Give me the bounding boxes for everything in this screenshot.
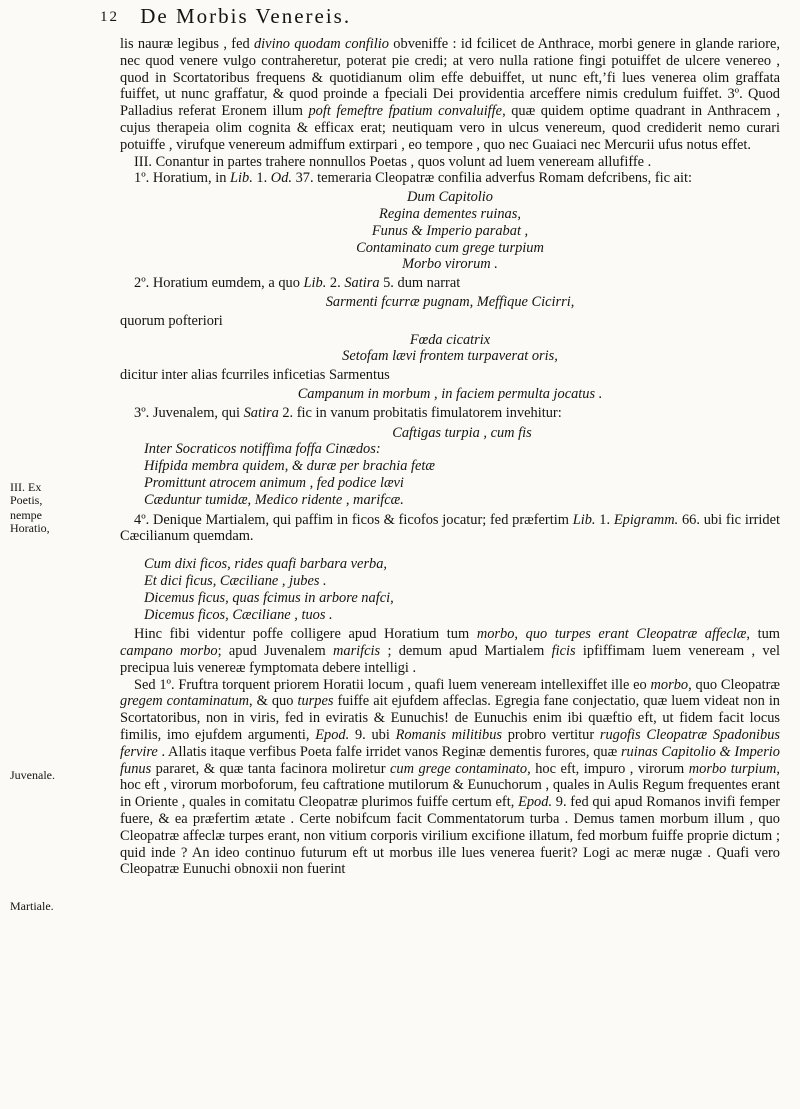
text-run-italic: Epod. (518, 794, 553, 811)
text-run: 66. ubi fic irridet Cæcilianum quemdam. (120, 511, 780, 545)
text-run-italic: Lib. (303, 275, 327, 292)
text-run-italic: ruinas Capitolio & Imperio funus (120, 743, 780, 777)
verse-line: Caftigas turpia , cum fis (392, 424, 532, 441)
text-run: 1. (252, 170, 271, 187)
running-header (100, 4, 740, 29)
verse-martial (144, 556, 780, 623)
margin-note-line: Horatio, (10, 521, 50, 535)
main-text (120, 36, 780, 878)
text-run: , (514, 626, 526, 643)
margin-note-martiale (10, 900, 98, 913)
text-run-italic: Od. (270, 170, 292, 187)
verse-line: Et dici ficus, Cæciliane , jubes . (144, 572, 327, 589)
verse-horace-campanum (120, 386, 780, 403)
text-run-italic: cum grege contaminato (389, 760, 528, 777)
text-run: 2º. Horatium eumdem, a quo (134, 275, 304, 292)
margin-note-line: Juvenale. (10, 768, 55, 782)
text-run: , tum (746, 626, 780, 643)
paragraph-7 (120, 626, 780, 676)
text-run: ; apud Juvenalem (217, 643, 333, 660)
verse-line: Campanum in morbum , in faciem permulta jocatus . (297, 385, 603, 402)
text-run-italic: poft femeftre fpatium convaluiffe (308, 103, 503, 120)
paragraph-4-cont: quorum pofteriori (120, 312, 223, 329)
text-run: 2. (326, 275, 345, 292)
text-run: 9. ubi (349, 727, 396, 744)
text-run: 9. fed qui apud Romanos invifi femper fuere, & ea præfertim ætate . Certe nobifcum facit Commentatorum turba . Demus tamen morbum illum , quo Cleopatræ affeclæ turpes erant, non vitium corporis virilium excifione illatum, fed morbum fuiffe proprie dictum ; quid inde ? An ideo continuo futurum eft ut morbus ille lues venerea fuerit? Logi ac meræ nugæ . Quafi vero Cleopatræ Eunuchi obnoxii non fuerint (120, 794, 780, 878)
text-run-italic: morbo turpium (688, 760, 777, 777)
text-run: 1º. Horatium, in (134, 170, 230, 187)
verse-line: Morbo virorum . (402, 256, 498, 273)
verse-horace-satire (120, 294, 780, 311)
text-run: 5. dum narrat (379, 275, 461, 292)
text-run: . Allatis itaque verfibus Poeta falfe irridet vanos Reginæ dementis furores, quæ (157, 743, 621, 760)
margin-note-line: III. Ex (10, 480, 42, 494)
text-run: ipfiffimam luem veneream , vel precipua luis venereæ fymptomata debere intelligi . (120, 643, 780, 676)
paragraph-2: III. Conantur in partes trahere nonnullos Poetas , quos volunt ad luem veneream allufiffe . (134, 153, 652, 170)
verse-juvenal (144, 425, 780, 509)
verse-line: Promittunt atrocem animum , fed podice lævi (144, 474, 404, 491)
text-run-italic: Lib. (230, 170, 253, 187)
text-run: ; demum apud Martialem (380, 643, 552, 660)
verse-line: Cæduntur tumidæ, Medico ridente , marifcæ. (144, 491, 404, 508)
margin-note-line: nempe (10, 508, 42, 522)
verse-horace-ode (120, 189, 780, 273)
text-run: 1. (595, 511, 614, 528)
text-run: , quæ quidem optime quadrant in Anthracem , cujus therapeia olim cognita & efficax erat; neutiquam vero in ulcus venereum, quod crediderit nemo curari potuiffe , virufque venereum admiffum extirpari , eo tempore , quo nec Guaiaci nec Mercurii ufus notus effet. (120, 103, 780, 153)
verse-line: Funus & Imperio parabat , (371, 222, 529, 239)
text-run-italic: Lib. (572, 511, 596, 528)
text-run: , & quo (249, 693, 298, 710)
text-run-italic: divino quodam confilio (253, 36, 389, 52)
paragraph-1 (120, 36, 780, 154)
text-run-italic: turpes (297, 693, 334, 710)
text-run: lis nauræ legibus , fed (120, 36, 254, 52)
text-run-italic: campano morbo (120, 643, 218, 660)
paragraph-4 (120, 275, 780, 292)
text-run: 4º. Denique Martialem, qui paffim in ficos & ficofos jocatur; fed præfertim (134, 511, 573, 528)
margin-note-line: Martiale. (10, 899, 54, 913)
verse-line: Contaminato cum grege turpium (356, 239, 544, 256)
verse-line: Dicemus ficos, Cæciliane , tuos . (144, 606, 333, 623)
verse-line: Fœda cicatrix (409, 331, 491, 348)
verse-line: Inter Socraticos notiffima foffa Cinædos: (144, 441, 381, 458)
margin-note-line: Poetis, (10, 493, 43, 507)
text-run: 3º. Juvenalem, qui (134, 404, 244, 421)
text-run-italic: marifcis (332, 643, 381, 660)
text-run: Sed 1º. Fruftra torquent priorem Horatii locum , quafi luem veneream intellexiffet ille eo (134, 676, 651, 693)
margin-note-poetis (10, 481, 98, 507)
text-run-italic: Satira (243, 404, 279, 421)
text-run-italic: ficis (551, 643, 576, 660)
margin-note-horatio (10, 509, 98, 535)
text-run-italic: quo turpes erant Cleopatræ affeclæ (525, 626, 747, 643)
paragraph-8 (120, 677, 780, 879)
text-run: 37. temeraria Cleopatræ confilia adverfus Romam defcribens, fic ait: (291, 170, 692, 187)
verse-line: Regina dementes ruinas, (379, 205, 521, 222)
text-run: , hoc eft, impuro , virorum (527, 760, 689, 777)
verse-line: Dum Capitolio (407, 189, 493, 206)
verse-horace-cicatrix (120, 332, 780, 366)
paragraph-6 (120, 512, 780, 546)
margin-note-juvenale (10, 769, 98, 782)
text-run-italic: morbo (650, 676, 689, 693)
verse-line: Dicemus ficus, quas fcimus in arbore nafci, (144, 589, 394, 606)
verse-line: Hifpida membra quidem, & duræ per brachia fetæ (144, 458, 435, 475)
text-run: , hoc eft , virorum morboforum, feu caftratione mutilorum & Eunuchorum , quales in Aulis Regum frequentes erant in Oriente , quales in comitatu Cleopatræ plurimos fuiffe certum eft, (120, 760, 780, 811)
running-title: De Morbis Venereis. (140, 4, 352, 28)
text-run-italic: Romanis militibus (395, 727, 503, 744)
verse-line: Cum dixi ficos, rides quafi barbara verba, (144, 556, 388, 573)
text-run: , quo Cleopatræ (688, 676, 781, 693)
text-run: pararet, & quæ tanta facinora moliretur (151, 760, 390, 777)
text-run-italic: rugofis Cleopatræ Spadonibus fervire (120, 727, 781, 760)
text-run-italic: gregem contaminatum (120, 693, 249, 710)
text-run: probro vertitur (502, 727, 600, 744)
paragraph-4-cont2: dicitur inter alias fcurriles inficetias Sarmentus (120, 367, 390, 384)
paragraph-5 (120, 405, 780, 422)
text-run-italic: Satira (344, 275, 380, 292)
text-run: Hinc fibi videntur poffe colligere apud Horatium tum (134, 626, 477, 643)
paragraph-3 (120, 170, 780, 187)
spacer (120, 545, 780, 553)
text-run-italic: Epigramm. (613, 511, 679, 528)
text-run: obveniffe : id fcilicet de Anthrace, morbi genere in glande rariore, nec quod venere vulgo contraheretur, poterat pie credi; at vero nulla ratione fingi potuiffet de ulcere venereo , quod in Scortatoribus frequens & quotidianum olim effe debuiffet, ut nunc eft,’fi lues venerea olim graffata fuiffet, ut nunc graffatur, & quod proinde a fpeciali Dei providentia arceffere nimis credulum fuiffet. 3º. Quod Palladius referat Eronem illum (120, 36, 781, 120)
text-run: fuiffe ait ejufdem affeclas. Egregia fane conjectatio, quæ luem videat non in Scortatoribus, non in viris, fed in eviratis & Eunuchis! de Eunuchis enim ibi quæftio eft, ut fidem facit locus fimilis, imo ejufdem argumenti, (120, 693, 781, 744)
verse-line: Setofam lævi frontem turpaverat oris, (342, 348, 558, 365)
verse-line: Sarmenti fcurræ pugnam, Meffique Cicirri, (325, 293, 575, 310)
text-run-italic: Epod. (315, 727, 350, 744)
page-number: 12 (100, 9, 119, 25)
text-run-italic: morbo (476, 626, 515, 643)
text-run: 2. fic in vanum probitatis fimulatorem invehitur: (278, 404, 562, 421)
